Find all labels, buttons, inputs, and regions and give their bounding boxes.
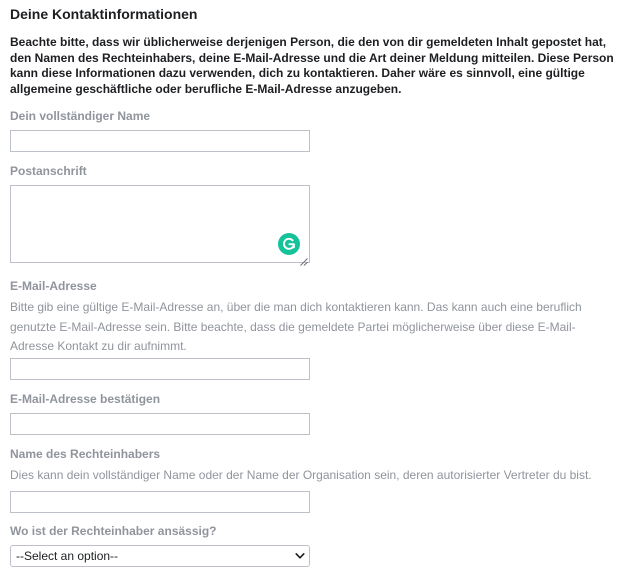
email-help-text: Bitte gib eine gültige E-Mail-Adresse an, über die man dich kontaktieren kann. Das kann auch eine beruflich genutzte E-Mail-Adresse sein. Bitte beachte, dass die gemeldete Partei möglicherweise über diese E-Mail-Adresse Kontakt zu dir aufnimmt. bbox=[10, 300, 582, 353]
chevron-down-icon bbox=[295, 552, 305, 560]
resize-grip-icon[interactable] bbox=[300, 253, 308, 261]
rights-holder-name-input[interactable] bbox=[10, 491, 310, 513]
postal-address-field bbox=[10, 185, 310, 263]
postal-address-label: Postanschrift bbox=[10, 164, 87, 178]
email-label: E-Mail-Adresse bbox=[10, 279, 97, 293]
intro-text: Beachte bitte, dass wir üblicherweise derjenigen Person, die den von dir gemeldeten Inhalt gepostet hat, den Namen des Rechteinhabers, deine E-Mail-Adresse und die Art deiner Meldung mitteilen. Diese Person kann diese Informationen dazu verwenden, dich zu kontaktieren. Daher wäre es sinnvoll, eine gültige allgemeine geschäftliche oder berufliche E-Mail-Adresse anzugeben. bbox=[10, 35, 614, 96]
email-input[interactable] bbox=[10, 358, 310, 380]
email-confirm-input[interactable] bbox=[10, 413, 310, 435]
rights-holder-location-label: Wo ist der Rechteinhaber ansässig? bbox=[10, 524, 217, 538]
full-name-input[interactable] bbox=[10, 130, 310, 152]
rights-holder-name-label: Name des Rechteinhabers bbox=[10, 447, 161, 461]
rights-holder-name-help-text: Dies kann dein vollständiger Name oder der Name der Organisation sein, deren autorisierter Vertreter du bist. bbox=[10, 468, 592, 482]
grammarly-icon[interactable] bbox=[278, 233, 300, 255]
email-confirm-label: E-Mail-Adresse bestätigen bbox=[10, 392, 161, 406]
rights-holder-location-select[interactable] bbox=[10, 545, 310, 567]
full-name-label: Dein vollständiger Name bbox=[10, 109, 151, 123]
section-title: Deine Kontaktinformationen bbox=[10, 6, 198, 22]
postal-address-textarea[interactable] bbox=[10, 185, 310, 263]
select-value: --Select an option-- bbox=[16, 549, 119, 563]
